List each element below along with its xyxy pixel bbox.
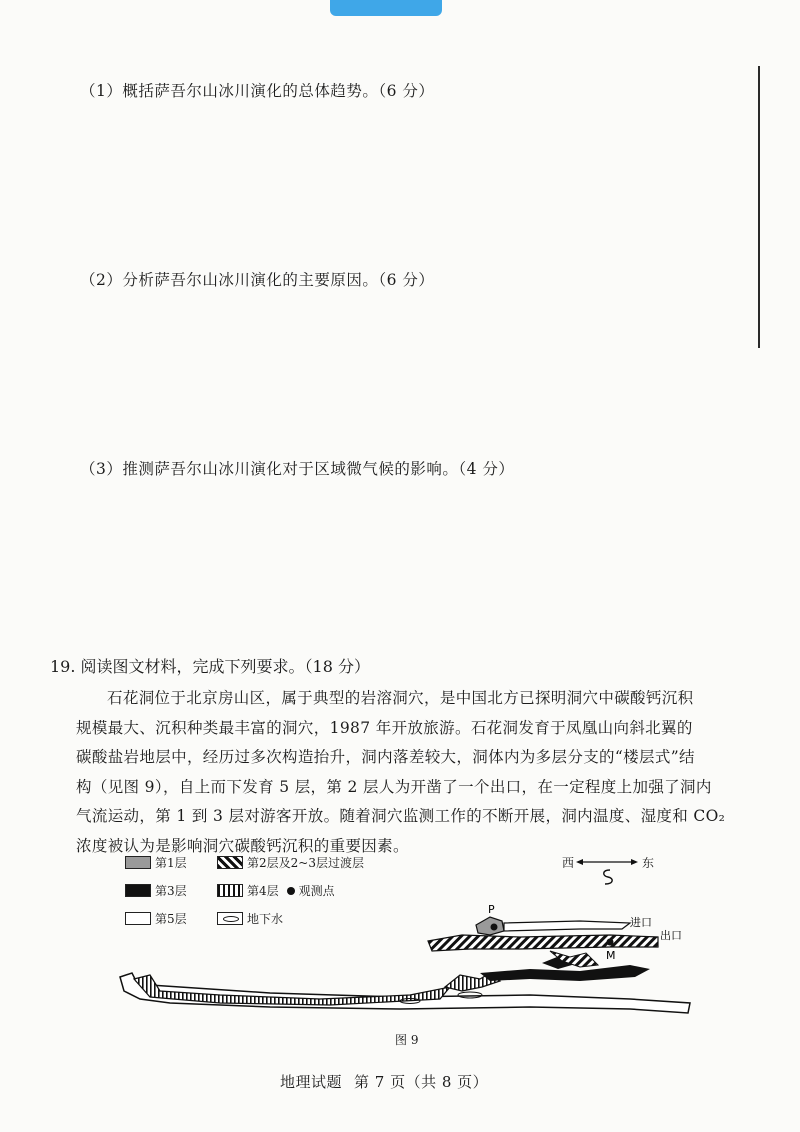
cave-cross-section-diagram [110,895,700,1025]
cave-layer-1-passage [504,921,630,931]
layer2-swatch [217,856,243,869]
legend-label: 地下水 [247,912,284,926]
observation-point-P [491,924,498,931]
legend-layer1 [125,854,187,871]
west-label: 西 [562,856,575,870]
question-19-passage [76,684,738,861]
label-M: M [606,949,616,962]
cave-layer-2 [428,935,658,951]
passage-line: 气流运动，第 1 到 3 层对游客开放。随着洞穴监测工作的不断开展，洞内温度、湿度和 CO₂ [76,807,726,825]
label-P: P [488,903,495,916]
legend-label: 观测点 [298,884,335,898]
cave-layer-3 [480,965,650,981]
passage-line: 碳酸盐岩地层中，经历过多次构造抬升，洞内落差较大，洞体内为多层分支的“楼层式”结 [76,748,695,766]
passage-line: 构（见图 9），自上而下发育 5 层，第 2 层人为开凿了一个出口，在一定程度上加强了洞内 [76,777,712,796]
layer1-swatch [125,856,151,869]
footer-page-number: 第 7 页（共 8 页） [354,1073,489,1091]
footer-subject: 地理试题 [280,1073,343,1091]
direction-compass [562,854,662,888]
legend-label: 第3层 [155,884,187,898]
passage-line: 浓度被认为是影响洞穴碳酸钙沉积的重要因素。 [76,836,409,855]
passage-line: 规模最大、沉积种类最丰富的洞穴，1987 年开放旅游。石花洞发育于凤凰山向斜北翼的 [76,718,693,737]
label-entrance: 进口 [630,916,652,929]
legend-label: 第4层 [247,884,279,898]
margin-line [758,66,760,348]
legend-layer2 [217,854,364,871]
cave-layer-1 [476,917,504,935]
question-3: （3）推测萨吾尔山冰川演化对于区域微气候的影响。（4 分） [80,460,515,478]
east-label: 东 [642,856,655,870]
page-footer [280,1071,488,1092]
legend-label: 第2层及2~3层过渡层 [247,856,364,870]
blue-tape-mark [330,0,442,16]
passage-line: 石花洞位于北京房山区，属于典型的岩溶洞穴，是中国北方已探明洞穴中碳酸钙沉积 [107,689,694,707]
question-19-heading: 19. 阅读图文材料，完成下列要求。（18 分） [50,657,370,676]
figure-caption: 图 9 [395,1033,419,1047]
question-1: （1）概括萨吾尔山冰川演化的总体趋势。（6 分） [80,82,435,100]
question-2: （2）分析萨吾尔山冰川演化的主要原因。（6 分） [80,271,435,289]
observation-point-icon [287,887,295,895]
observation-point-M [607,939,614,946]
label-exit: 出口 [660,929,682,942]
direction-arrow-icon [576,856,640,886]
legend-label: 第5层 [155,912,187,926]
legend-label: 第1层 [155,856,187,870]
